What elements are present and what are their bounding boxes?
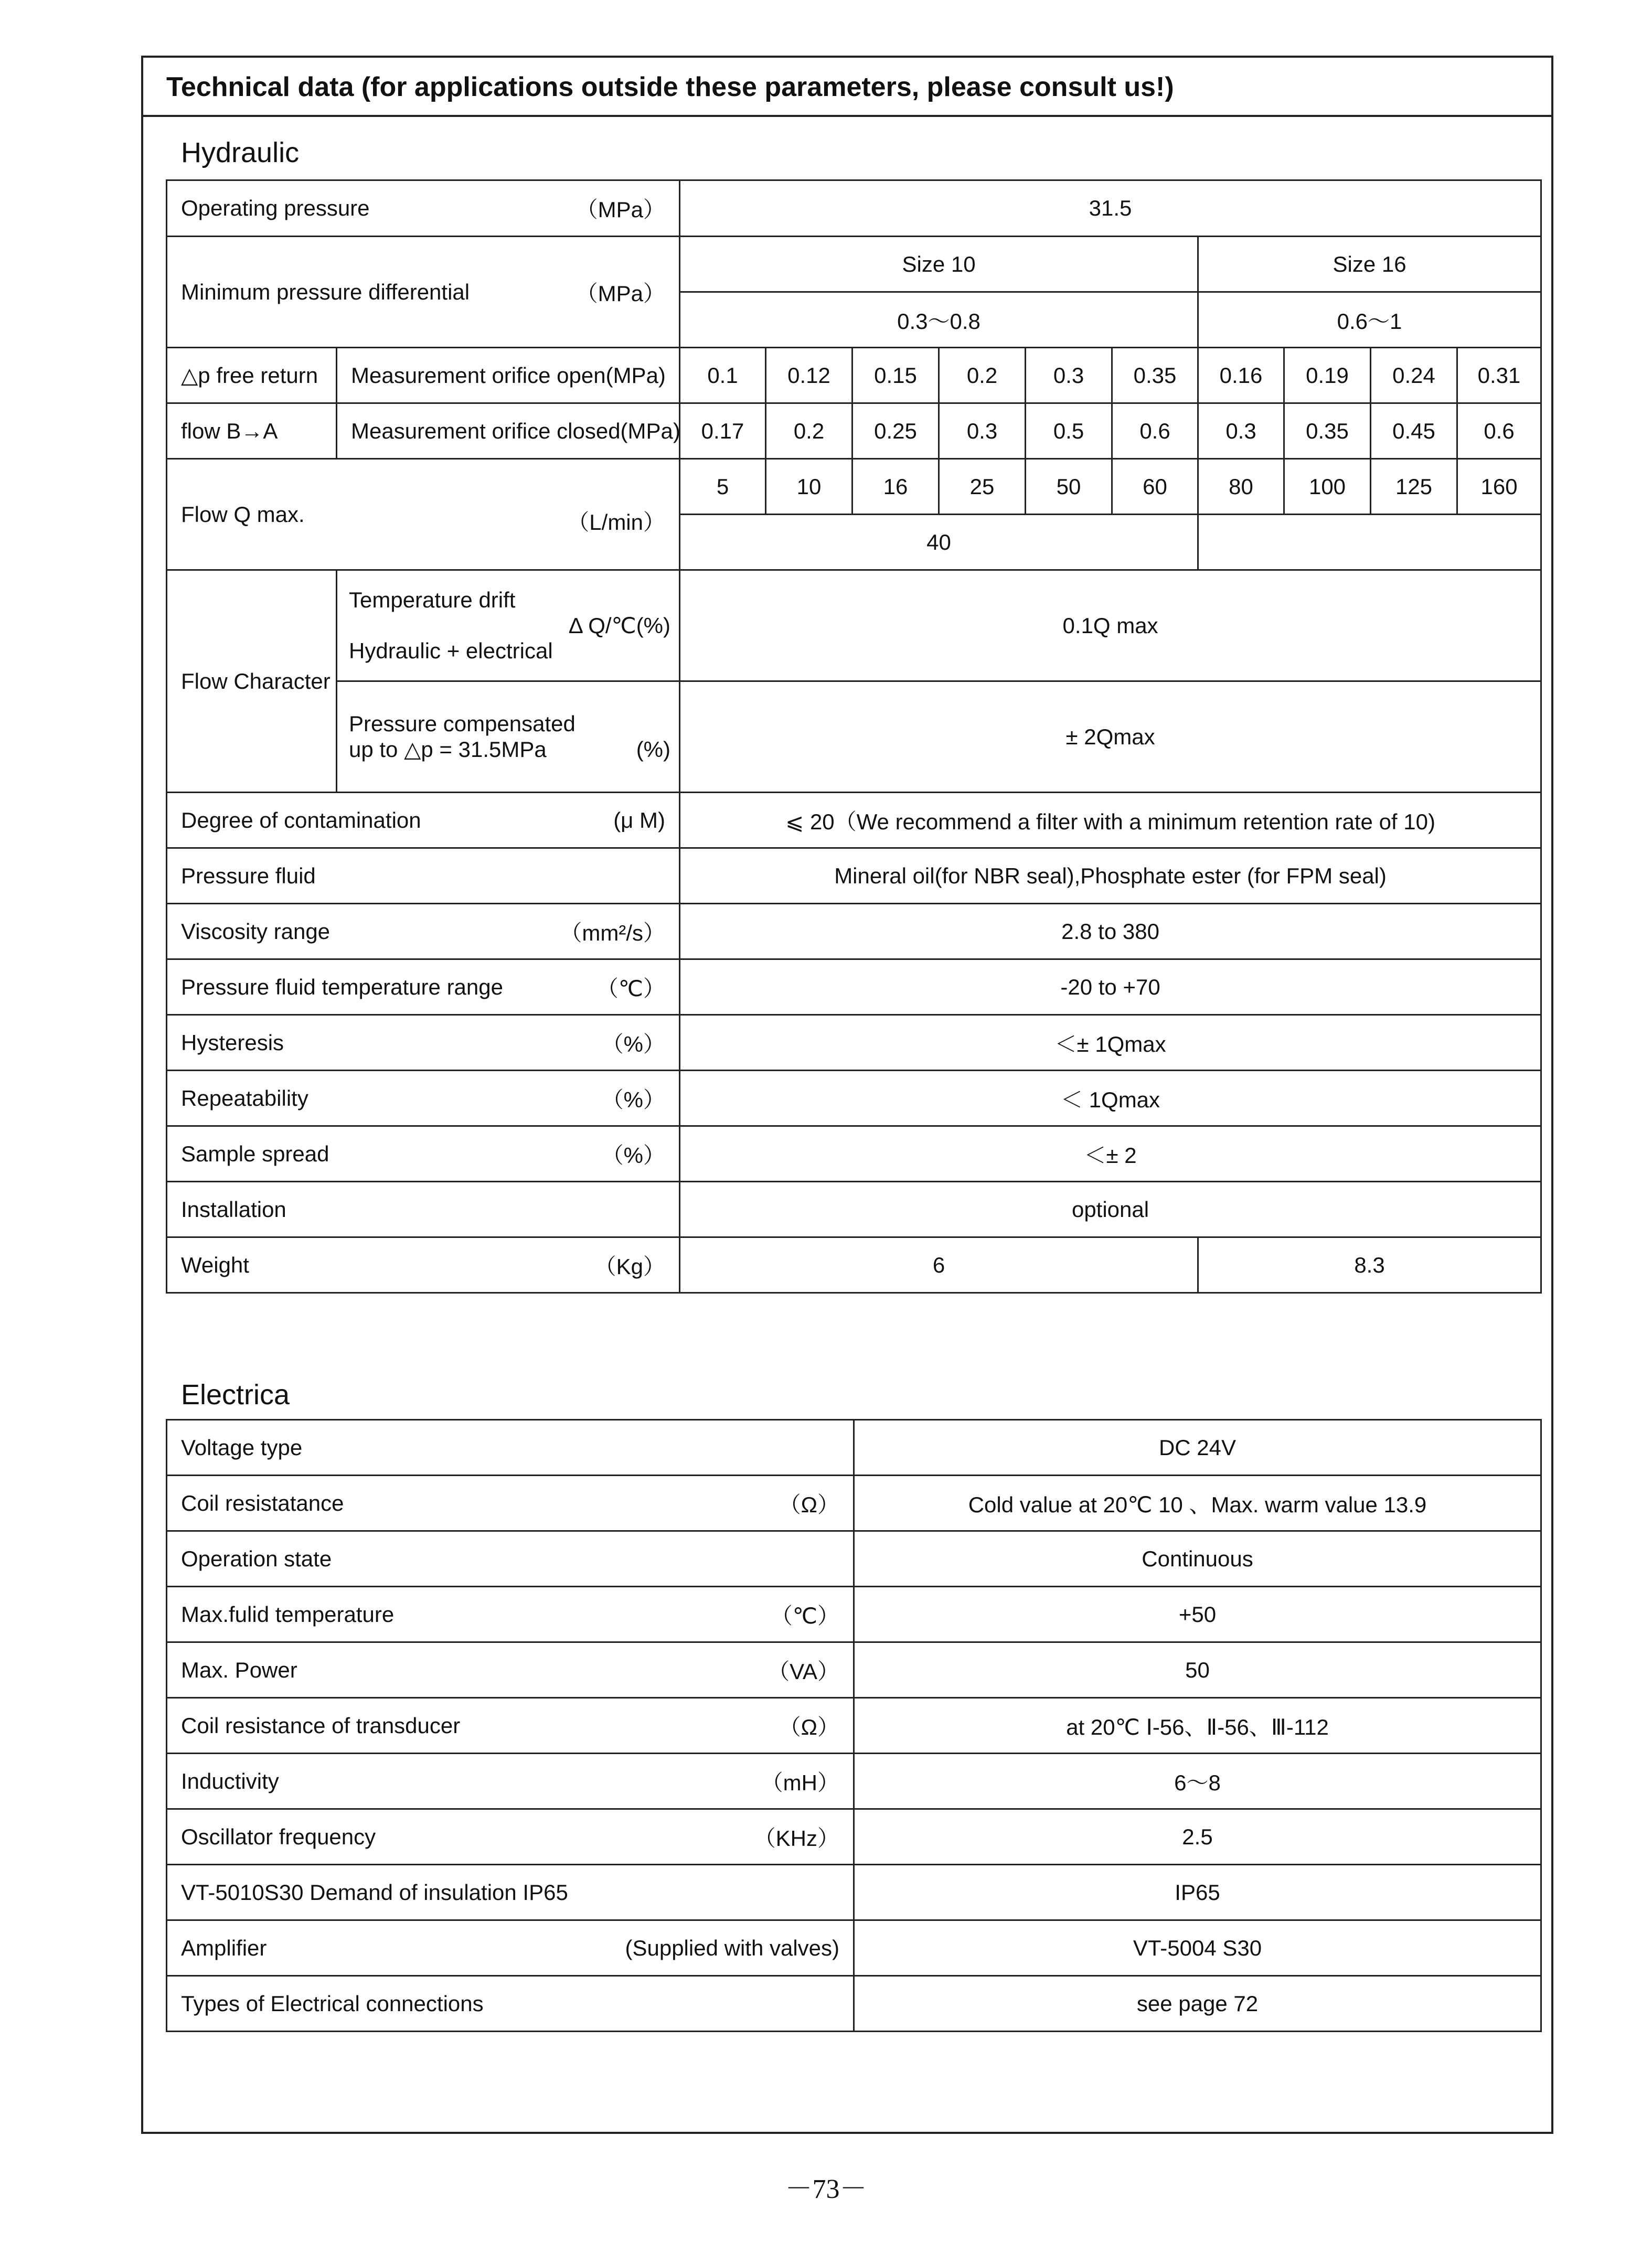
sample-spread-value: ＜± 2 (680, 1126, 1541, 1182)
flow-qmax-value: 125 (1371, 459, 1457, 515)
electrical-label-cell (167, 1809, 854, 1865)
weight-unit: （Kg） (594, 1254, 666, 1279)
orifice-open-value: 0.3 (1026, 348, 1112, 403)
flow-qmax-value: 25 (939, 459, 1026, 515)
electrical-label: Max. Power (181, 1657, 297, 1682)
flow-qmax-value: 10 (766, 459, 852, 515)
press-comp-unit: (%) (636, 736, 671, 762)
orifice-open-value: 0.35 (1112, 348, 1198, 403)
min-pressure-label-cell (167, 237, 680, 348)
press-comp-value: ± 2Qmax (680, 681, 1541, 793)
electrical-unit: （Ω） (779, 1714, 839, 1739)
weight-label: Weight (181, 1252, 249, 1277)
weight-label-cell (167, 1237, 680, 1293)
min-pressure-label: Minimum pressure differential (181, 279, 470, 304)
operating-pressure-value: 31.5 (680, 180, 1541, 237)
repeatability-unit: （%） (601, 1087, 666, 1112)
electrical-value: IP65 (854, 1865, 1541, 1920)
electrical-label-cell (167, 1587, 854, 1642)
flow-qmax-label: Flow Q max. (181, 501, 305, 527)
sample-spread-label: Sample spread (181, 1141, 329, 1166)
electrical-label-cell (167, 1920, 854, 1976)
electrical-value: +50 (854, 1587, 1541, 1642)
orifice-open-value: 0.2 (939, 348, 1026, 403)
viscosity-label: Viscosity range (181, 918, 331, 944)
temp-range-label: Pressure fluid temperature range (181, 974, 503, 999)
row-pressure-compensated (167, 681, 1541, 793)
hysteresis-unit: （%） (601, 1031, 666, 1056)
electrical-value: 50 (854, 1642, 1541, 1698)
electrical-label-cell (167, 1476, 854, 1531)
repeatability-value: ＜ 1Qmax (680, 1071, 1541, 1126)
electrical-value: Cold value at 20℃ 10 、Max. warm value 13.9 (854, 1476, 1541, 1531)
temp-range-value: -20 to +70 (680, 959, 1541, 1015)
flow-qmax-value: 16 (852, 459, 939, 515)
temp-drift-value: 0.1Q max (680, 570, 1541, 681)
contamination-unit: (μ M) (613, 807, 666, 832)
temp-drift-label-cell (337, 570, 680, 681)
contamination-value: ⩽ 20（We recommend a filter with a minimum retention rate of 10) (680, 793, 1541, 848)
orifice-closed-value: 0.5 (1026, 403, 1112, 459)
row-viscosity (167, 904, 1541, 959)
electrical-label: Operation state (181, 1546, 332, 1571)
orifice-closed-value: 0.2 (766, 403, 852, 459)
electrical-table (166, 1419, 1542, 2032)
electrical-label-cell (167, 1754, 854, 1809)
orifice-closed-value: 0.17 (680, 403, 766, 459)
flow-qmax-value: 160 (1457, 459, 1541, 515)
sample-spread-unit: （%） (601, 1142, 666, 1168)
electrical-label: Coil resistatance (181, 1490, 344, 1515)
temp-drift-unit: Δ Q/℃(%) (568, 613, 671, 638)
temp-drift-line2: Hydraulic + electrical (349, 638, 553, 663)
row-weight (167, 1237, 1541, 1293)
temp-range-unit: （℃） (596, 976, 666, 1001)
orifice-open-value: 0.16 (1198, 348, 1284, 403)
orifice-closed-value: 0.25 (852, 403, 939, 459)
repeatability-label: Repeatability (181, 1085, 308, 1110)
row-installation (167, 1182, 1541, 1237)
electrical-unit: （mH） (761, 1770, 839, 1795)
flow-qmax-value: 80 (1198, 459, 1284, 515)
electrical-label: Amplifier (181, 1935, 267, 1960)
dp-free-return-label-2: flow B→A (167, 403, 337, 459)
page-number: －73－ (785, 2174, 867, 2204)
electrical-unit: （Ω） (779, 1492, 839, 1517)
orifice-open-label: Measurement orifice open(MPa) (337, 348, 680, 403)
hydraulic-table (166, 179, 1542, 1294)
electrical-row (167, 1920, 1541, 1976)
electrical-label: Voltage type (181, 1435, 303, 1460)
orifice-closed-value: 0.6 (1112, 403, 1198, 459)
flow-qmax-size10: 40 (680, 515, 1198, 570)
electrical-value: see page 72 (854, 1976, 1541, 2032)
viscosity-label-cell (167, 904, 680, 959)
electrical-row (167, 1531, 1541, 1587)
pressure-fluid-value: Mineral oil(for NBR seal),Phosphate ester (for FPM seal) (680, 848, 1541, 904)
electrical-label-cell (167, 1698, 854, 1754)
min-pressure-unit: （MPa） (575, 281, 666, 306)
hydraulic-heading: Hydraulic (181, 137, 300, 168)
orifice-open-value: 0.31 (1457, 348, 1541, 403)
weight-size10: 6 (680, 1237, 1198, 1293)
temp-range-label-cell (167, 959, 680, 1015)
press-comp-line2: up to △p = 31.5MPa (349, 737, 547, 762)
electrical-heading: Electrica (181, 1379, 290, 1411)
page-title: Technical data (for applications outside these parameters, please consult us!) (143, 58, 1551, 117)
electrical-unit: (Supplied with valves) (625, 1935, 839, 1960)
orifice-open-value: 0.24 (1371, 348, 1457, 403)
electrical-value: 6～8 (854, 1754, 1541, 1809)
press-comp-label-cell (337, 681, 680, 793)
electrical-value: VT-5004 S30 (854, 1920, 1541, 1976)
row-operating-pressure (167, 180, 1541, 237)
electrical-label: Coil resistance of transducer (181, 1713, 461, 1738)
flow-qmax-value: 5 (680, 459, 766, 515)
orifice-closed-value: 0.3 (939, 403, 1026, 459)
electrical-label-cell (167, 1976, 854, 2032)
electrical-row (167, 1476, 1541, 1531)
installation-value: optional (680, 1182, 1541, 1237)
hysteresis-label: Hysteresis (181, 1030, 284, 1055)
electrical-label-cell (167, 1531, 854, 1587)
row-sample-spread (167, 1126, 1541, 1182)
flow-qmax-value: 50 (1026, 459, 1112, 515)
orifice-open-value: 0.19 (1284, 348, 1371, 403)
electrical-value: Continuous (854, 1531, 1541, 1587)
electrical-row (167, 1587, 1541, 1642)
row-pressure-fluid (167, 848, 1541, 904)
temp-drift-line1: Temperature drift (349, 588, 516, 612)
row-temp-range (167, 959, 1541, 1015)
flow-qmax-value: 60 (1112, 459, 1198, 515)
row-repeatability (167, 1071, 1541, 1126)
flow-qmax-unit: （L/min） (567, 509, 666, 535)
row-hysteresis (167, 1015, 1541, 1071)
sample-spread-label-cell (167, 1126, 680, 1182)
row-min-pressure-sizes (167, 237, 1541, 292)
contamination-label-cell (167, 793, 680, 848)
electrical-label-cell (167, 1420, 854, 1476)
flow-qmax-value: 100 (1284, 459, 1371, 515)
orifice-open-value: 0.1 (680, 348, 766, 403)
hysteresis-value: ＜± 1Qmax (680, 1015, 1541, 1071)
pressure-fluid-label: Pressure fluid (167, 848, 680, 904)
electrical-value: at 20℃ Ⅰ-56、Ⅱ-56、Ⅲ-112 (854, 1698, 1541, 1754)
electrical-unit: （VA） (768, 1659, 839, 1684)
electrical-row (167, 1809, 1541, 1865)
viscosity-value: 2.8 to 380 (680, 904, 1541, 959)
electrical-unit: （℃） (770, 1603, 839, 1628)
operating-pressure-label: Operating pressure (181, 196, 370, 220)
orifice-closed-value: 0.35 (1284, 403, 1371, 459)
orifice-open-value: 0.12 (766, 348, 852, 403)
min-pressure-size16: 0.6～1 (1198, 292, 1541, 348)
weight-size16: 8.3 (1198, 1237, 1541, 1293)
flow-character-label: Flow Character (167, 570, 337, 793)
orifice-closed-value: 0.3 (1198, 403, 1284, 459)
orifice-open-value: 0.15 (852, 348, 939, 403)
orifice-closed-value: 0.45 (1371, 403, 1457, 459)
orifice-closed-label: Measurement orifice closed(MPa) (337, 403, 680, 459)
electrical-row (167, 1976, 1541, 2032)
electrical-label: Oscillator frequency (181, 1824, 376, 1849)
electrical-label-cell (167, 1865, 854, 1920)
flow-qmax-label-cell (167, 459, 680, 570)
hysteresis-label-cell (167, 1015, 680, 1071)
electrical-label: Types of Electrical connections (181, 1991, 484, 2016)
viscosity-unit: （mm²/s） (560, 920, 666, 945)
repeatability-label-cell (167, 1071, 680, 1126)
electrical-label-cell (167, 1642, 854, 1698)
electrical-value: DC 24V (854, 1420, 1541, 1476)
installation-label: Installation (167, 1182, 680, 1237)
electrical-row (167, 1698, 1541, 1754)
row-contamination (167, 793, 1541, 848)
flow-qmax-size16-empty (1198, 515, 1541, 570)
electrical-label: VT-5010S30 Demand of insulation IP65 (181, 1879, 568, 1905)
operating-pressure-unit: （MPa） (575, 197, 666, 222)
electrical-row (167, 1865, 1541, 1920)
row-flow-qmax (167, 459, 1541, 515)
min-pressure-size10: 0.3～0.8 (680, 292, 1198, 348)
electrical-row (167, 1642, 1541, 1698)
electrical-value: 2.5 (854, 1809, 1541, 1865)
row-orifice-closed (167, 403, 1541, 459)
row-orifice-open (167, 348, 1541, 403)
row-temperature-drift (167, 570, 1541, 681)
electrical-unit: （KHz） (753, 1825, 839, 1851)
press-comp-line1: Pressure compensated (349, 711, 575, 736)
electrical-label: Inductivity (181, 1768, 279, 1793)
size16-header: Size 16 (1198, 237, 1541, 292)
size10-header: Size 10 (680, 237, 1198, 292)
operating-pressure-label-cell (167, 180, 680, 237)
electrical-row (167, 1420, 1541, 1476)
orifice-closed-value: 0.6 (1457, 403, 1541, 459)
dp-free-return-label-1: △p free return (167, 348, 337, 403)
contamination-label: Degree of contamination (181, 807, 421, 832)
electrical-row (167, 1754, 1541, 1809)
electrical-label: Max.fulid temperature (181, 1601, 395, 1627)
